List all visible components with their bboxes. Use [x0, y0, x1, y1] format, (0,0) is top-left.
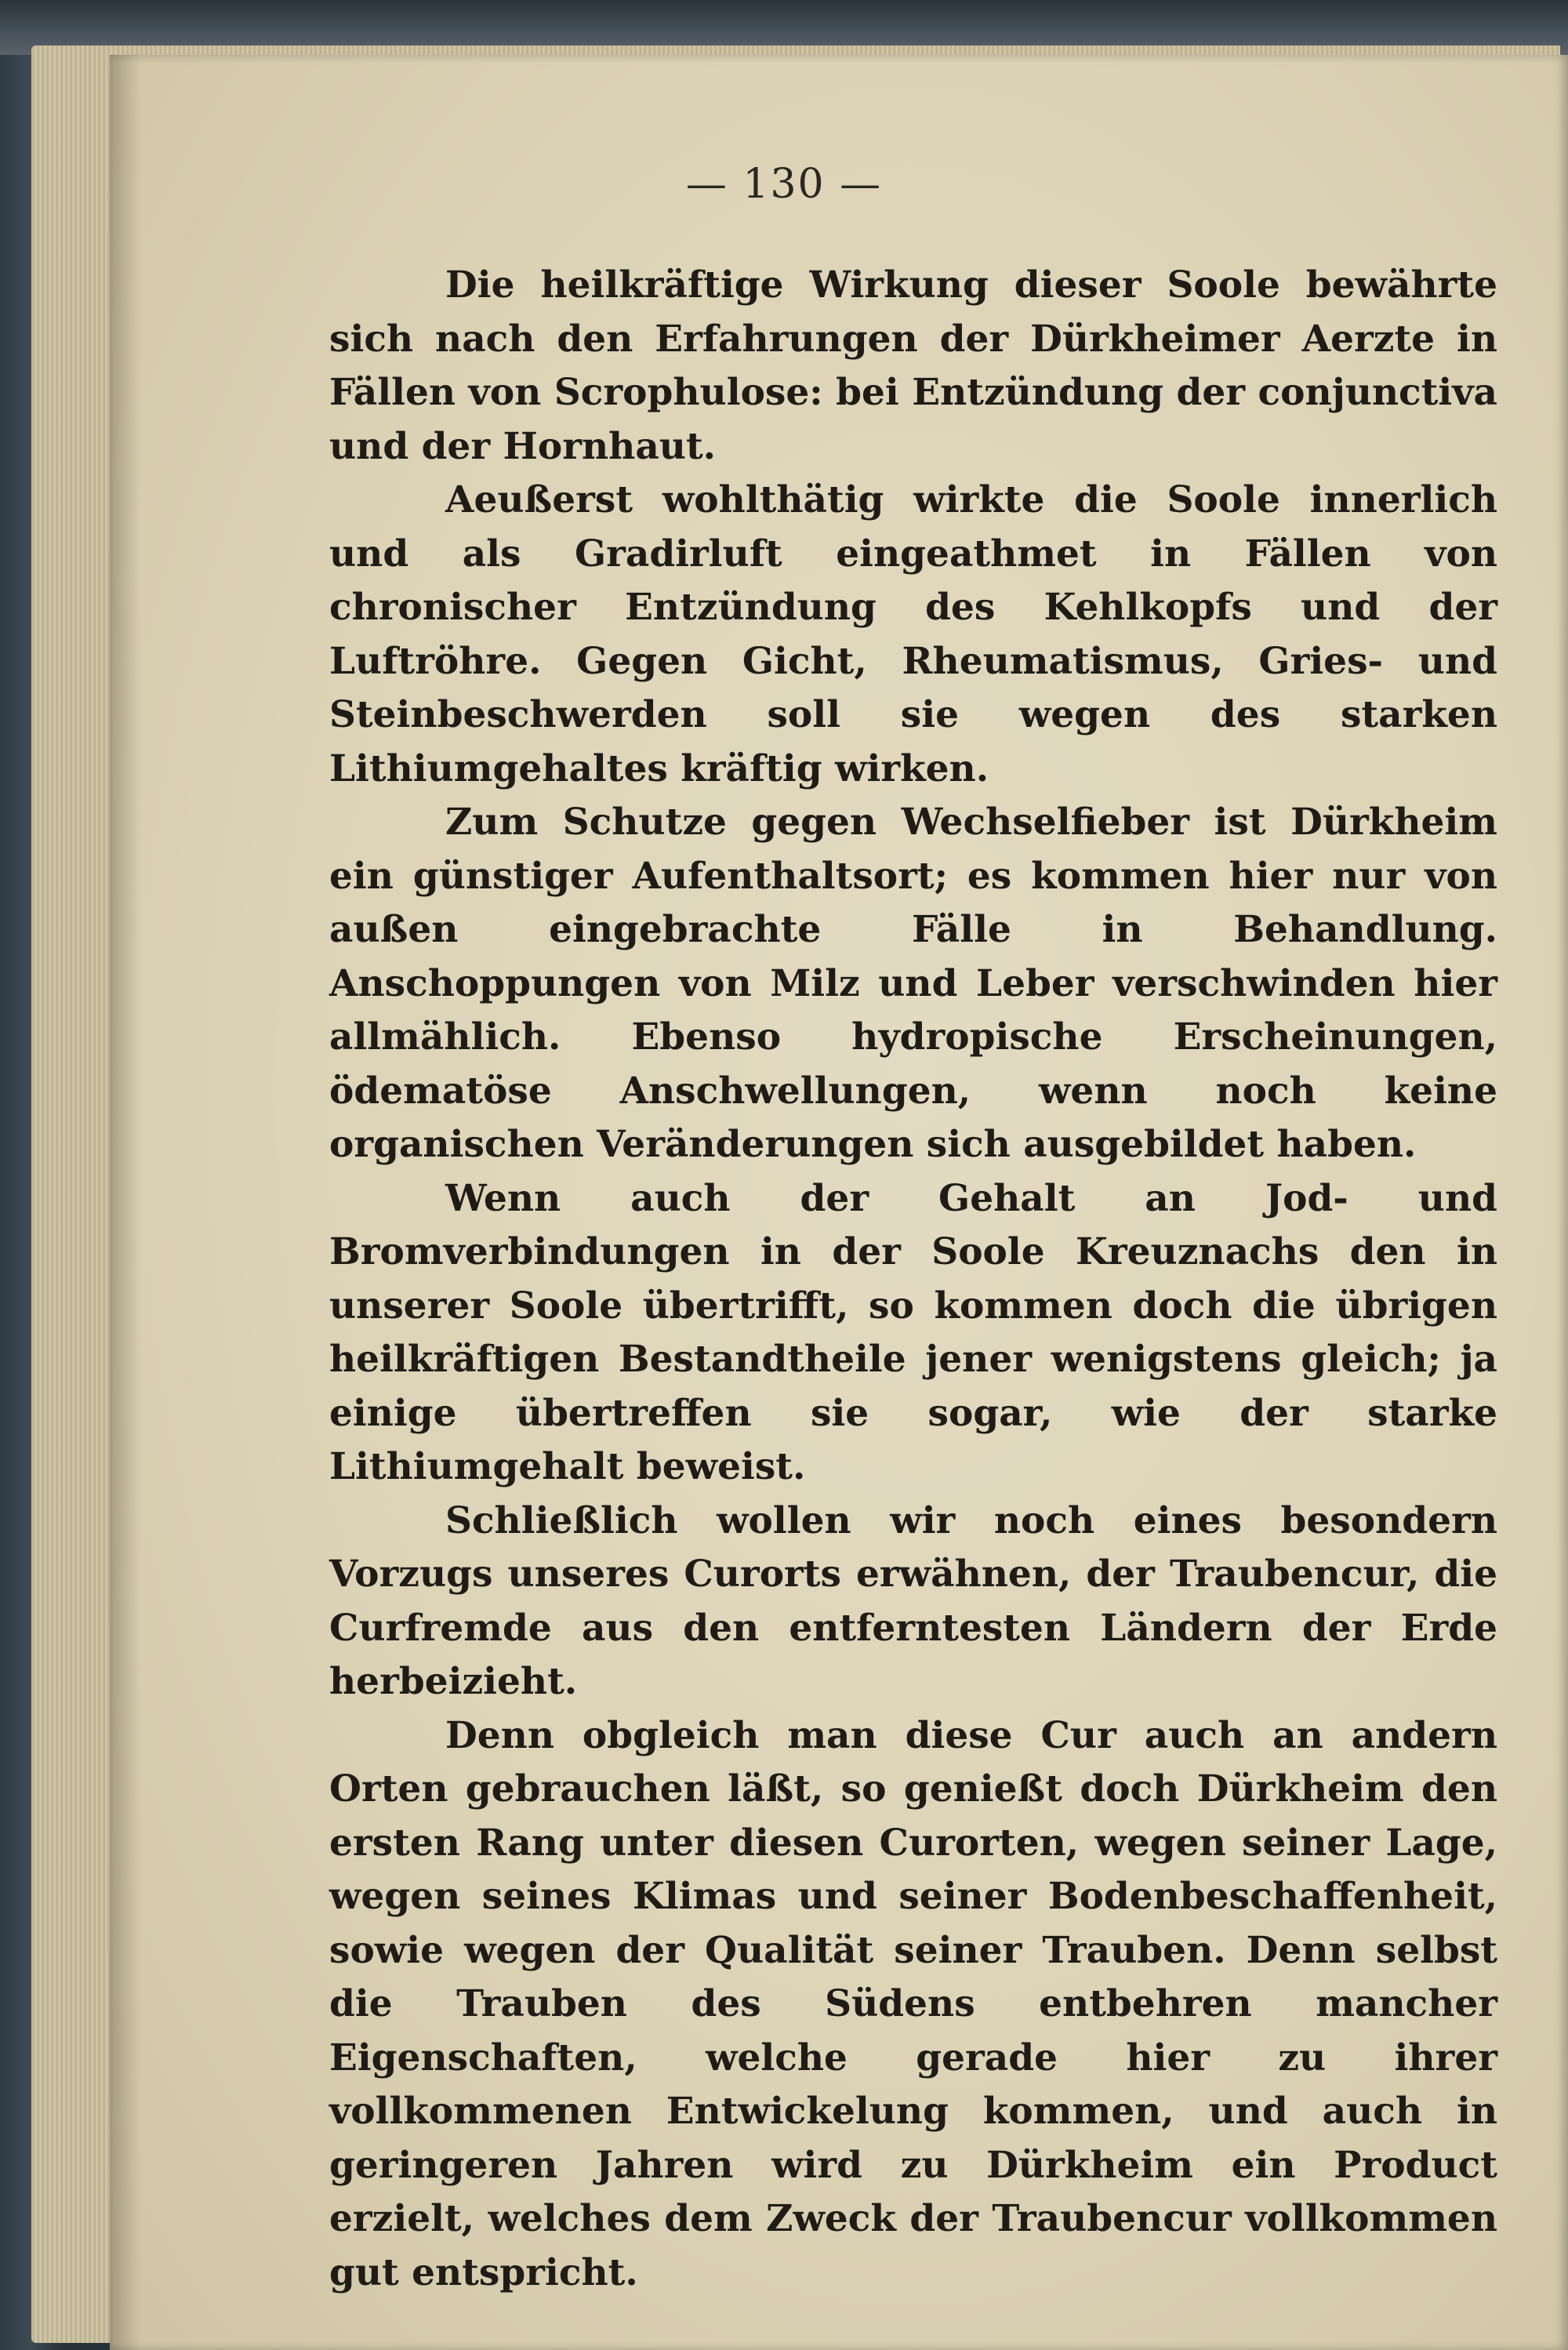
page-number: — 130 —: [685, 161, 883, 208]
paragraph: Zum Schutze gegen Wechselfieber ist Dürkheim ein günstiger Aufenthaltsort; es kommen hier nur von außen eingebrachte Fälle in Behandlung. Anschoppungen von Milz und Leber verschwinden hier allmählich. Ebenso hydropische Erscheinungen, ödematöse Anschwellungen, wenn noch keine organischen Veränderungen sich ausgebildet haben.: [329, 801, 1497, 1166]
page-gutter: [110, 55, 141, 2350]
body-text: [329, 259, 1497, 2300]
paragraph: Die heilkräftige Wirkung dieser Soole bewährte sich nach den Erfahrungen der Dürkheimer Aerzte in Fällen von Scrophulose: bei Entzündung der conjunctiva und der Hornhaut.: [329, 263, 1497, 468]
paragraph: Schließlich wollen wir noch eines besondern Vorzugs unseres Curorts erwähnen, der Traubencur, die Curfremde aus den entferntesten Ländern der Erde herbeizieht.: [329, 1498, 1497, 1703]
paragraph: Aeußerst wohlthätig wirkte die Soole innerlich und als Gradirluft eingeathmet in Fällen von chronischer Entzündung des Kehlkopfs und der Luftröhre. Gegen Gicht, Rheumatismus, Gries- und Steinbeschwerden soll sie wegen des starken Lithiumgehaltes kräftig wirken.: [329, 478, 1497, 790]
paragraph: Wenn auch der Gehalt an Jod- und Bromverbindungen in der Soole Kreuznachs den in unserer Soole übertrifft, so kommen doch die übrigen heilkräftigen Bestandtheile jener wenigstens gleich; ja einige übertreffen sie sogar, wie der starke Lithiumgehalt beweist.: [329, 1176, 1497, 1488]
paragraph: Denn obgleich man diese Cur auch an andern Orten gebrauchen läßt, so genießt doch Dürkheim den ersten Rang unter diesen Curorten, wegen seiner Lage, wegen seines Klimas und seiner Bodenbeschaffenheit, sowie wegen der Qualität seiner Trauben. Denn selbst die Trauben des Südens entbehren mancher Eigenschaften, welche gerade hier zu ihrer vollkommenen Entwickelung kommen, und auch in geringeren Jahren wird zu Dürkheim ein Product erzielt, welches dem Zweck der Traubencur vollkommen gut entspricht.: [329, 1713, 1497, 2294]
